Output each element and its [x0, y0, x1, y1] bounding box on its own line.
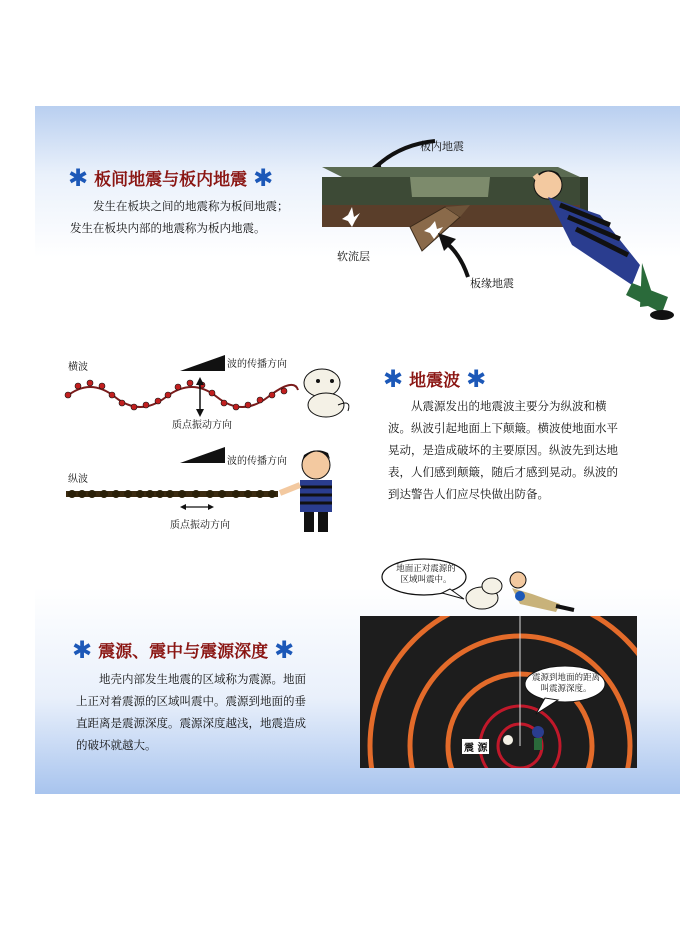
- label-transverse-propagation: 波的传播方向: [227, 359, 287, 370]
- section2-heading: [383, 366, 486, 391]
- focus-illustration: [360, 560, 637, 768]
- section1-paragraph: 发生在板块之间的地震称为板间地震；发生在板块内部的地震称为板内地震。: [70, 199, 289, 235]
- star-icon: ✱: [466, 364, 487, 393]
- label-margin: 板缘地震: [470, 277, 514, 290]
- section1-title: 板间地震与板内地震: [94, 170, 248, 190]
- label-transverse-vibration: 质点振动方向: [172, 420, 232, 431]
- section3-title: 震源、震中与震源深度: [98, 642, 269, 662]
- label-longitudinal-vibration: 质点振动方向: [170, 520, 230, 531]
- label-longitudinal-propagation: 波的传播方向: [227, 456, 287, 467]
- section2-paragraph: 从震源发出的地震波主要分为纵波和横波。纵波引起地面上下颠簸。横波使地面水平晃动，是造成破坏的主要原因。纵波先到达地表，人们感到颠簸，随后才感到晃动。纵波的到达警告人们应尽快做出防备。: [388, 399, 618, 501]
- star-icon: ✱: [72, 635, 93, 664]
- section3-paragraph: 地壳内部发生地震的区域称为震源。地面上正对着震源的区域叫震中。震源到地面的垂直距离是震源深度。震源深度越浅，地震造成的破坏就越大。: [76, 672, 306, 752]
- label-transverse: 横波: [68, 362, 88, 373]
- label-asthenosphere: 软流层: [337, 250, 370, 263]
- star-icon: ✱: [253, 163, 274, 192]
- section3-heading: [72, 637, 294, 662]
- plate-illustration: [310, 135, 682, 330]
- bubble-epicenter-text: 地面正对震源的区域叫震中。: [396, 564, 456, 585]
- bubble-depth-text: 震源到地面的距离叫震源深度。: [532, 673, 601, 694]
- star-icon: ✱: [274, 635, 295, 664]
- label-intraplate: 板内地震: [420, 140, 464, 153]
- section2-title: 地震波: [409, 371, 461, 391]
- label-longitudinal: 纵波: [68, 474, 88, 485]
- focus-label: 震 源: [462, 739, 489, 754]
- star-icon: ✱: [68, 163, 89, 192]
- wave-illustration: [60, 345, 360, 545]
- star-icon: ✱: [383, 364, 404, 393]
- section1-heading: [68, 165, 273, 190]
